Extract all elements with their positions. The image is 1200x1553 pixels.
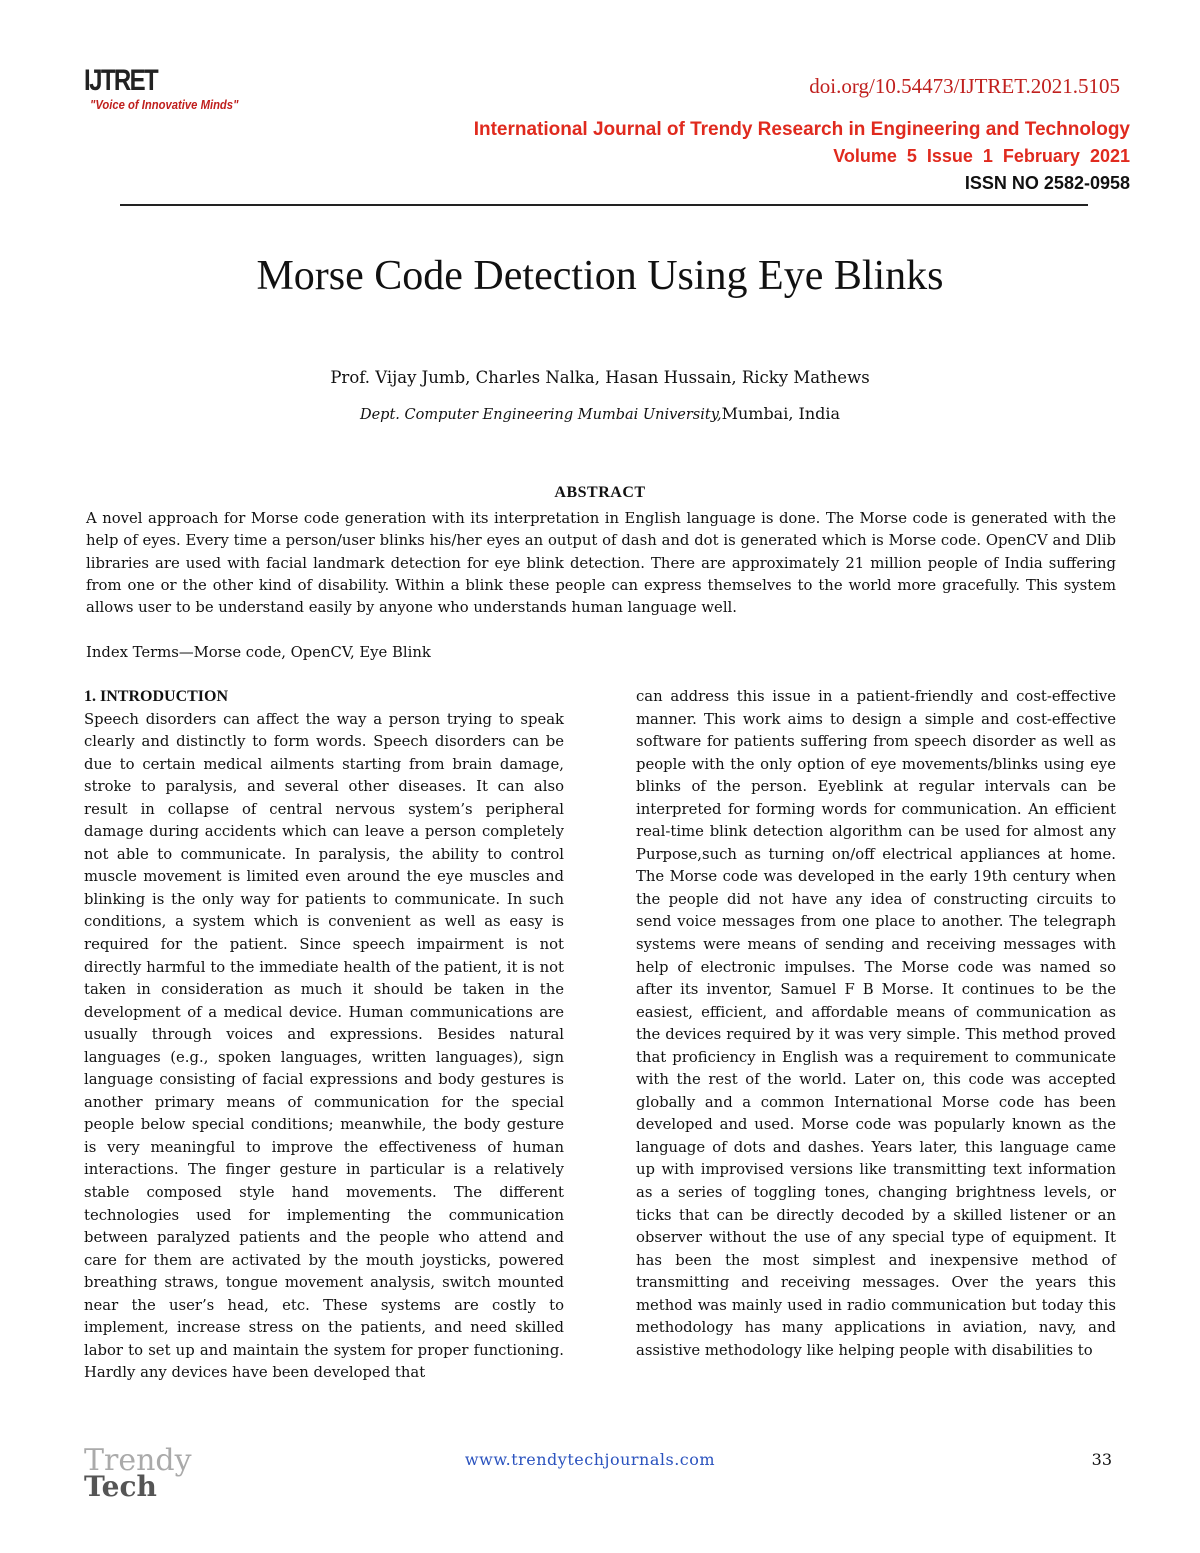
- affiliation-place: Mumbai, India: [721, 404, 841, 423]
- index-terms: Index Terms—Morse code, OpenCV, Eye Blink: [86, 644, 431, 661]
- right-column: [636, 686, 1116, 1362]
- intro-paragraph-left: Speech disorders can affect the way a person trying to speak clearly and distinctly to form words. Speech disorders can be due to certain medical ailments starting from brain damage, stroke to paralysis, and several other diseases. It can also result in collapse of central nervous system’s peripheral damage during accidents which can leave a person completely not able to communicate. In paralysis, the ability to control muscle movement is limited even around the eye muscles and blinking is the only way for patients to communicate. In such conditions, a system which is convenient as well as easy is required for the patient. Since speech impairment is not directly harmful to the immediate health of the patient, it is not taken in consideration as much it should be taken in the development of a medical device. Human communications are usually through voices and expressions. Besides natural languages (e.g., spoken languages, written languages), sign language consisting of facial expressions and body gestures is another primary means of communication for the special people below special conditions; meanwhile, the body gesture is very meaningful to improve the effectiveness of human interactions. The finger gesture in particular is a relatively stable composed style hand movements. The different technologies used for implementing the communication between paralyzed patients and the people who attend and care for them are activated by the mouth joysticks, powered breathing straws, tongue movement analysis, switch mounted near the user’s head, etc. These systems are costly to implement, increase stress on the patients, and need skilled labor to set up and maintain the system for proper functioning. Hardly any devices have been developed that: [84, 710, 564, 1382]
- footer-website-link[interactable]: www.trendytechjournals.com: [464, 1450, 716, 1469]
- logo-wordmark: IJTRET: [84, 64, 158, 97]
- affiliation-dept: Dept. Computer Engineering Mumbai University,: [359, 407, 722, 423]
- page-number: 33: [1091, 1450, 1112, 1469]
- paper-title: Morse Code Detection Using Eye Blinks: [256, 253, 944, 299]
- section-heading-introduction: 1. INTRODUCTION: [84, 688, 229, 705]
- journal-volume: Volume 5 Issue 1 February 2021: [833, 146, 1130, 166]
- paper-affiliation: [0, 404, 1200, 423]
- intro-paragraph-right: can address this issue in a patient-friendly and cost-effective manner. This work aims to design a simple and cost-effective software for patients suffering from speech disorder as well as people with the only option of eye movements/blinks using eye blinks of the person. Eyeblink at regular intervals can be interpreted for forming words for communication. An efficient real-time blink detection algorithm can be used for almost any Purpose,such as turning on/off electrical appliances at home. The Morse code was developed in the early 19th century when the people did not have any idea of constructing circuits to send voice messages from one place to another. The telegraph systems were means of sending and receiving messages with help of electronic impulses. The Morse code was named so after its inventor, Samuel F B Morse. It continues to be the easiest, efficient, and affordable means of communication as the devices required by it was very simple. This method proved that proficiency in English was a requirement to communicate with the rest of the world. Later on, this code was accepted globally and a common International Morse code has been developed and used. Morse code was popularly known as the language of dots and dashes. Years later, this language came up with improvised versions like transmitting text information as a series of toggling tones, changing brightness levels, or ticks that can be directly decoded by a skilled listener or an observer without the use of any special type of equipment. It has been the most simplest and inexpensive method of transmitting and receiving messages. Over the years this method was mainly used in radio communication but today this methodology has many applications in aviation, navy, and assistive methodology like helping people with disabilities to: [636, 688, 1116, 1359]
- abstract-heading: ABSTRACT: [554, 484, 646, 501]
- left-column: [84, 686, 564, 1385]
- logo-tagline: "Voice of Innovative Minds": [90, 98, 239, 112]
- journal-info: [474, 116, 1130, 197]
- footer-logo-line2: Tech: [84, 1470, 157, 1503]
- footer-logo-line1: Trendy: [84, 1443, 192, 1478]
- paper-authors: Prof. Vijay Jumb, Charles Nalka, Hasan Hussain, Ricky Mathews: [330, 368, 870, 387]
- abstract-text: A novel approach for Morse code generation with its interpretation in English language is done. The Morse code is generated with the help of eyes. Every time a person/user blinks his/her eyes an output of dash and dot is generated which is Morse code. OpenCV and Dlib libraries are used with facial landmark detection for eye blink detection. There are approximately 21 million people of India suffering from one or the other kind of disability. Within a blink these people can express themselves to the world more gracefully. This system allows user to be understand easily by anyone who understands human language well.: [86, 510, 1116, 617]
- doi-link[interactable]: doi.org/10.54473/IJTRET.2021.5105: [809, 74, 1120, 98]
- journal-name: International Journal of Trendy Research in Engineering and Technology: [473, 119, 1130, 140]
- journal-issn: ISSN NO 2582-0958: [964, 173, 1130, 193]
- journal-logo: [84, 66, 284, 112]
- header-divider: [120, 204, 1088, 206]
